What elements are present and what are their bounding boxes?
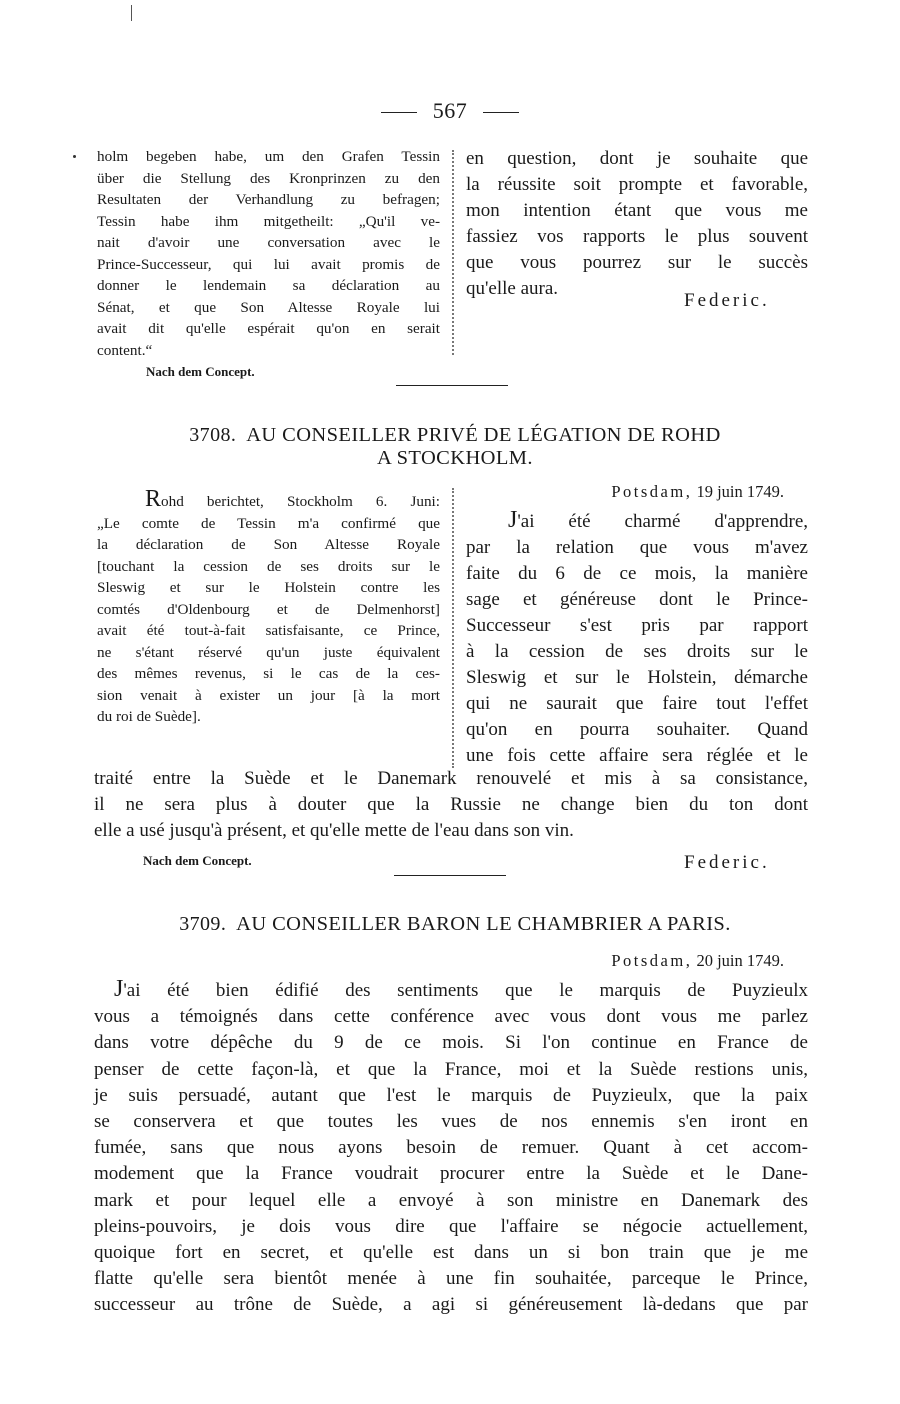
column-separator: [452, 488, 454, 768]
text-line: Prince-Successeur, qui lui avait promis de: [97, 255, 440, 273]
margin-dot: [73, 155, 76, 158]
text-line: [97, 486, 440, 513]
text-line: faite du 6 de ce mois, la manière: [466, 563, 808, 584]
date-value: 20 juin 1749.: [696, 951, 784, 970]
text-line: vous a témoignés dans cette conférence avec vous dont vous me parlez: [94, 1006, 808, 1028]
text-span: 'ai été charmé d'apprendre,: [517, 511, 808, 532]
text-line: que vous pourrez sur le succès: [466, 252, 808, 273]
letter-3709-dateline: [466, 951, 784, 971]
text-line: fumée, sans que nous ayons besoin de remuer. Quant à cet accom-: [94, 1137, 808, 1159]
text-line: Sleswig et sur le Holstein, démarche: [466, 667, 808, 688]
text-line: qu'on en pourra souhaiter. Quand: [466, 719, 808, 740]
text-line: [94, 976, 808, 1004]
letter-3708-full-width-text: [94, 766, 808, 845]
letter-title: AU CONSEILLER BARON LE CHAMBRIER A PARIS.: [236, 913, 731, 935]
date-value: 19 juin 1749.: [696, 482, 784, 501]
text-line: donner le lendemain sa déclaration au: [97, 277, 440, 294]
date-place: Potsdam,: [611, 951, 693, 970]
column-separator: [452, 150, 454, 355]
text-line: elle a usé jusqu'à présent, et qu'elle mette de l'eau dans son vin.: [94, 820, 574, 842]
text-line: des mêmes revenus, si le cas de la ces-: [97, 665, 440, 682]
text-line: fassiez vos rapports le plus souvent: [466, 226, 808, 247]
page-number: [0, 98, 900, 124]
page-number-value: 567: [432, 98, 468, 123]
text-span: 'ai été bien édifié des sentiments que le marquis de Puyzieulx: [123, 980, 808, 1001]
letter-number: 3709.: [179, 913, 227, 935]
text-line: successeur au trône de Suède, a agi si généreusement là-dedans que par: [94, 1294, 808, 1316]
source-note: Nach dem Concept.: [143, 853, 252, 868]
date-place: Potsdam,: [611, 482, 693, 501]
text-line: il ne sera plus à douter que la Russie ne change bien du ton dont: [94, 794, 808, 816]
letter-3708-body-column: [466, 507, 808, 769]
text-line: sage et généreuse dont le Prince-: [466, 589, 808, 610]
text-line: „Le comte de Tessin m'a confirmé que: [97, 514, 440, 532]
letter-3709-body: [94, 976, 808, 1319]
text-line: Resultaten der Verhandlung zu befragen;: [97, 191, 440, 208]
text-line: Sleswig et sur le Holstein contre les: [97, 579, 440, 596]
initial-letter: J: [114, 976, 124, 1002]
text-line: je suis persuadé, autant que l'est le marquis de Puyzieulx, que la paix: [94, 1084, 808, 1106]
text-line: content.“: [97, 341, 153, 359]
text-line: traité entre la Suède et le Danemark renouvelé et mis à sa consistance,: [94, 768, 808, 789]
margin-mark: [131, 5, 132, 21]
text-line: avait dit qu'elle espérait qu'on en serait: [97, 320, 440, 337]
letter-3708-heading: [110, 424, 800, 470]
letter-3708-summary-column: [97, 486, 440, 728]
text-line: qu'elle aura.: [466, 278, 559, 299]
text-line: [touchant la cession de ses droits sur le: [97, 557, 440, 575]
text-line: über die Stellung des Kronprinzen zu den: [97, 169, 440, 187]
letter-title-line2: A STOCKHOLM.: [377, 447, 533, 469]
text-line: sion venait à exister un jour [à la mort: [97, 686, 440, 704]
text-line: la réussite soit prompte et favorable,: [466, 174, 808, 195]
section-divider: [394, 875, 506, 876]
text-line: la déclaration de Son Altesse Royale: [97, 536, 440, 553]
text-line: qui ne saurait que faire tout l'effet: [466, 693, 808, 714]
page-number-dash-left: [381, 112, 417, 113]
text-line: quoique fort en secret, et qu'elle est dans un si bon train que je me: [94, 1242, 808, 1264]
letter-3709-heading: [110, 913, 800, 936]
text-line: penser de cette façon-là, et que la France, moi et la Suède restions unis,: [94, 1058, 808, 1080]
page-number-dash-right: [483, 112, 519, 113]
text-line: du roi de Suède].: [97, 708, 201, 725]
text-line: [466, 507, 808, 535]
text-line: avait été tout-à-fait satisfaisante, ce Prince,: [97, 622, 440, 639]
text-span: ohd berichtet, Stockholm 6. Juni:: [161, 493, 440, 510]
text-line: ne s'étant réservé qu'un juste équivalent: [97, 643, 440, 661]
text-line: nait d'avoir une conversation avec le: [97, 234, 440, 251]
signature: Federic.: [684, 852, 770, 873]
text-line: holm begeben habe, um den Grafen Tessin: [97, 148, 440, 165]
text-line: comtés d'Oldenbourg et de Delmenhorst]: [97, 600, 440, 618]
text-line: mon intention étant que vous me: [466, 200, 808, 221]
letter-title-line1: AU CONSEILLER PRIVÉ DE LÉGATION DE ROHD: [246, 424, 721, 446]
text-line: se conservera et que toutes les vues de nos ennemis s'en iront en: [94, 1111, 808, 1133]
text-line: Tessin habe ihm mitgetheilt: „Qu'il ve-: [97, 212, 440, 230]
continuation-left-column: [97, 146, 440, 361]
text-line: dans votre dépêche du 9 de ce mois. Si l'on continue en France de: [94, 1032, 808, 1054]
continuation-right-column: [466, 146, 808, 302]
text-line: pleins-pouvoirs, je dois vous dire que l'affaire se négocie actuellement,: [94, 1215, 808, 1237]
text-line: à la cession de ses droits sur le: [466, 641, 808, 662]
text-line: Sénat, et que Son Altesse Royale lui: [97, 298, 440, 316]
text-line: mark et pour lequel elle a envoyé à son ministre en Danemark des: [94, 1189, 808, 1211]
letter-number: 3708.: [189, 424, 237, 446]
text-line: en question, dont je souhaite que: [466, 148, 808, 169]
source-note: Nach dem Concept.: [146, 364, 255, 379]
text-line: une fois cette affaire sera réglée et le: [466, 745, 808, 766]
signature: Federic.: [684, 290, 770, 311]
text-line: Successeur s'est pris par rapport: [466, 615, 808, 636]
text-line: modement que la France voudrait procurer entre la Suède et le Dane-: [94, 1163, 808, 1185]
initial-letter: R: [145, 486, 162, 512]
letter-3708-dateline: [466, 482, 784, 502]
text-line: flatte qu'elle sera bientôt menée à une fin souhaitée, parceque le Prince,: [94, 1268, 808, 1290]
initial-letter: J: [508, 507, 518, 533]
section-divider: [396, 385, 508, 386]
text-line: par la relation que vous m'avez: [466, 537, 808, 558]
